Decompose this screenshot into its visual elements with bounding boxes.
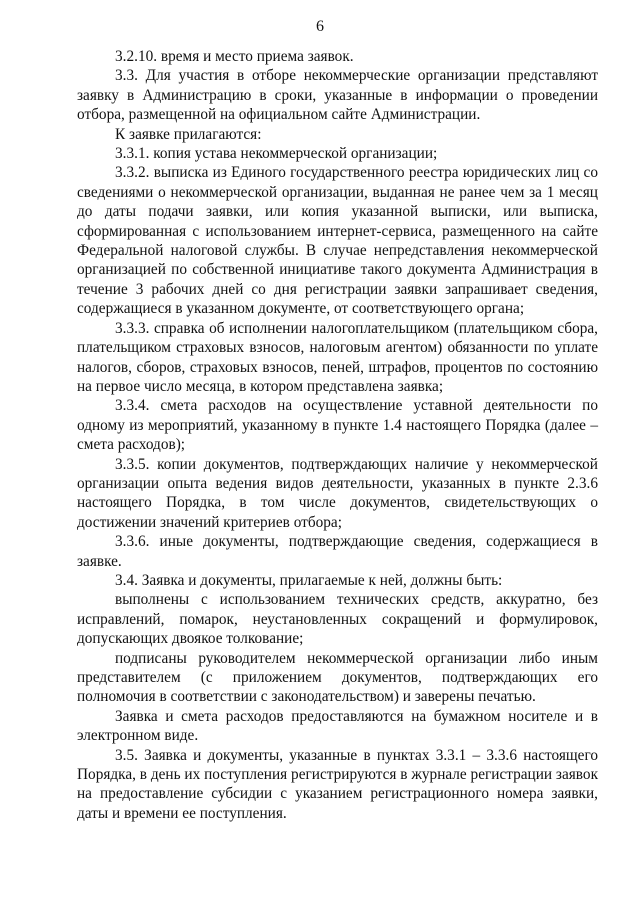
paragraph-requirement-signed: подписаны руководителем некоммерческой организации либо иным представителем (с приложением документов, подтверждающих его полномочия в соответствии с законодательством) и заверены печатью. [77, 649, 598, 706]
paragraph-3-2-10: 3.2.10. время и место приема заявок. [115, 48, 354, 65]
paragraph-3-3: 3.3. Для участия в отборе некоммерческие организации представляют заявку в Администрацию в сроки, указанные в информации о проведении отбора, размещенной на официальном сайте Администрации. [77, 67, 598, 124]
paragraph-3-4: 3.4. Заявка и документы, прилагаемые к ней, должны быть: [115, 571, 503, 589]
paragraph-submission-format: Заявка и смета расходов предоставляются на бумажном носителе и в электронном виде. [77, 707, 598, 745]
paragraph-3-3-5: 3.3.5. копии документов, подтверждающих наличие у некоммерческой организации опыта ведения видов деятельности, указанных в пункте 2.3.6 настоящего Порядка, в том числе документов, свидетельствующих о достижении значений критериев отбора; [77, 455, 598, 531]
paragraph-3-5: 3.5. Заявка и документы, указанные в пунктах 3.3.1 – 3.3.6 настоящего Порядка, в день их поступления регистрируются в журнале регистрации заявок на предоставление субсидии с указанием регистрационного номера заявки, даты и времени ее поступления. [77, 746, 598, 822]
page-number: 6 [316, 18, 324, 35]
paragraph-3-3-2: 3.3.2. выписка из Единого государственного реестра юридических лиц со сведениями о некоммерческой организации, выданная не ранее чем за 1 месяц до даты подачи заявки, или копия указанной выписки, или выписка, сформированная с использованием интернет-сервиса, размещенного на сайте Федеральной налоговой службы. В случае непредставления некоммерческой организацией по собственной инициативе такого документа Администрация в течение 3 рабочих дней со дня регистрации заявки запрашивает сведения, содержащиеся в указанном документе, от соответствующего органа; [77, 164, 598, 318]
document-body [77, 47, 598, 823]
paragraph-3-3-3: 3.3.3. справка об исполнении налогоплательщиком (плательщиком сбора, плательщиком страховых взносов, налоговым агентом) обязанности по уплате налогов, сборов, страховых взносов, пеней, штрафов, процентов по состоянию на первое число месяца, в котором представлена заявка; [77, 319, 598, 395]
paragraph-requirement-executed: выполнены с использованием технических средств, аккуратно, без исправлений, помарок, неустановленных сокращений и формулировок, допускающих двоякое толкование; [77, 591, 598, 648]
paragraph-3-3-4: 3.3.4. смета расходов на осуществление уставной деятельности по одному из мероприятий, указанному в пункте 1.4 настоящего Порядка (далее – смета расходов); [77, 397, 598, 454]
paragraph-3-3-1: 3.3.1. копия устава некоммерческой организации; [115, 145, 438, 163]
paragraph-attachments-intro: К заявке прилагаются: [115, 125, 262, 143]
paragraph-3-3-6: 3.3.6. иные документы, подтверждающие сведения, содержащиеся в заявке. [77, 533, 598, 570]
